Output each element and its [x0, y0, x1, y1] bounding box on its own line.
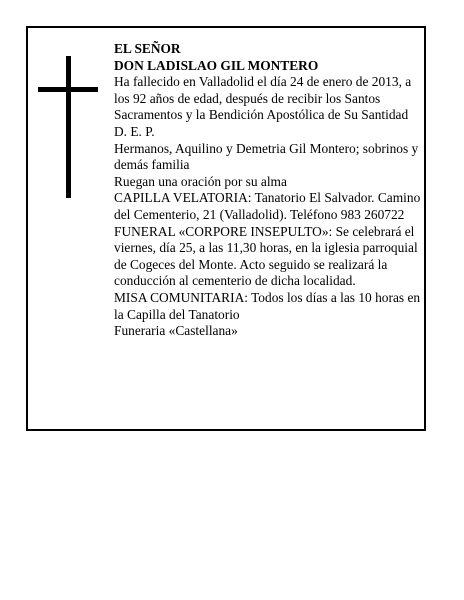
notice-text: [114, 41, 424, 340]
death-announcement: Ha fallecido en Valladolid el día 24 de enero de 2013, a los 92 años de edad, después de recibir los Santos Sacramentos y la Bendición Apostólica de Su Santidad D. E. P.: [114, 74, 412, 139]
obituary-notice: [26, 26, 426, 431]
family-list: Hermanos, Aquilino y Demetria Gil Montero; sobrinos y demás familia: [114, 140, 419, 173]
funeral-info: FUNERAL «CORPORE INSEPULTO»: Se celebrará el viernes, día 25, a las 11,30 horas, en la iglesia parroquial de Cogeces del Monte. Acto seguido se realizará la conducción al cementerio de dicha localidad.: [114, 223, 418, 289]
cross-vertical-bar: [66, 56, 71, 198]
deceased-name: DON LADISLAO GIL MONTERO: [114, 57, 319, 73]
mass-info: MISA COMUNITARIA: Todos los días a las 10 horas en la Capilla del Tanatorio: [114, 289, 421, 322]
prayer-request: Ruegan una oración por su alma: [114, 173, 287, 189]
notice-heading: EL SEÑOR: [114, 41, 181, 56]
funeral-home: Funeraria «Castellana»: [114, 323, 238, 339]
chapel-info: CAPILLA VELATORIA: Tanatorio El Salvador. Camino del Cementerio, 21 (Valladolid). Teléfono 983 260722: [114, 190, 421, 222]
cross-horizontal-bar: [38, 87, 98, 92]
